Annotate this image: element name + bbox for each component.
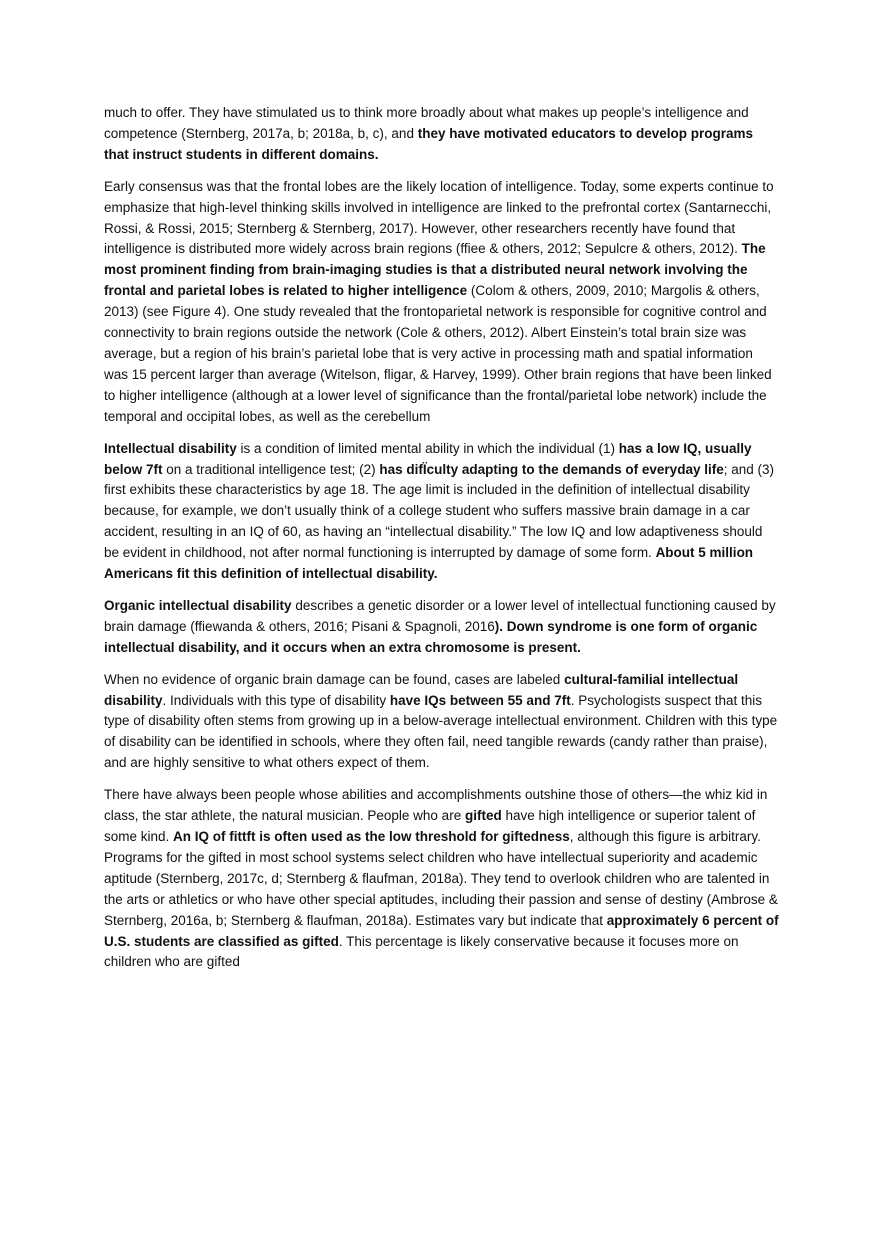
- bold-text-run: The most prominent finding from brain-imaging studies is that a distributed neural network involving the frontal and parietal lobes is related to higher intelligence: [104, 241, 766, 299]
- bold-text-run: has a low IQ, usually below 7ft: [104, 440, 752, 477]
- paragraph-frontal-lobe-intro: [104, 103, 780, 166]
- text-run: , although this figure is arbitrary. Programs for the gifted in most school systems select children who have intellectual superiority and academic aptitude (Sternberg, 2017c, d; Sternberg & flaufman, 2018a). They tend to overlook children who are talented in the arts or athletics or who have other special aptitudes, including their passion and sense of destiny (Ambrose & Sternberg, 2016a, b; Sternberg & flaufman, 2018a). Estimates vary but indicate that: [104, 829, 778, 928]
- term-gifted: gifted: [464, 808, 502, 824]
- text-run: is a condition of limited mental ability in which the individual (1): [236, 440, 619, 456]
- document-page: [104, 103, 780, 984]
- bold-text-run: ). Down syndrome is one form of organic intellectual disability, and it occurs when an extra chromosome is present.: [104, 618, 758, 655]
- text-run: Early consensus was that the frontal lobes are the likely location of intelligence. Today, some experts continue to emphasize that high-level thinking skills involved in intelligence are linked to the prefrontal cortex (Santarnecchi, Rossi, & Rossi, 2015; Sternberg & Sternberg, 2017). However, other researchers recently have found that intelligence is distributed more widely across brain regions (ffiee & others, 2012; Sepulcre & others, 2012).: [104, 178, 774, 257]
- bold-text-run: An IQ of fittft is often used as the low threshold for giftedness: [173, 829, 570, 844]
- text-run: on a traditional intelligence test; (2): [162, 461, 380, 477]
- term-cultural-familial-disability: cultural-familial intellectual disability: [104, 671, 739, 708]
- term-organic-intellectual-disability: Organic intellectual disability: [104, 597, 292, 613]
- paragraph-giftedness: [104, 785, 780, 973]
- paragraph-brain-regions: [104, 177, 780, 428]
- text-run: . Individuals with this type of disability: [162, 692, 390, 708]
- bold-text-run: have IQs between 55 and 7ft: [389, 692, 571, 708]
- text-run: There have always been people whose abilities and accomplishments outshine those of others—the whiz kid in class, the star athlete, the natural musician. People who are: [104, 787, 768, 824]
- paragraph-organic-disability: [104, 596, 780, 659]
- text-run: (Colom & others, 2009, 2010; Margolis & others, 2013) (see Figure 4). One study revealed that the frontoparietal network is responsible for cognitive control and connectivity to brain regions outside the network (Cole & others, 2012). Albert Einstein’s total brain size was average, but a region of his brain’s parietal lobe that is very active in processing math and spatial information was 15 percent larger than average (Witelson, fligar, & Harvey, 1999). Other brain regions that have been linked to higher intelligence (although at a lower level of significance than the frontal/parietal lobe network) include the temporal and occipital lobes, as well as the cerebellum: [104, 283, 772, 424]
- text-run: much to offer. They have stimulated us to think more broadly about what makes up people’s intelligence and competence (Sternberg, 2017a, b; 2018a, b, c), and: [104, 105, 749, 141]
- bold-text-run: approximately 6 percent of U.S. students are classified as gifted: [104, 912, 779, 949]
- paragraph-cultural-familial: [104, 670, 780, 775]
- bold-text-run: has difÏculty adapting to the demands of everyday life: [379, 461, 724, 477]
- text-run: ; and (3) first exhibits these characteristics by age 18. The age limit is included in the definition of intellectual disability because, for example, we don’t usually think of a college student who suffers massive brain damage in a car accident, resulting in an IQ of 60, as having an “intellectual disability.” The low IQ and low adaptiveness should be evident in childhood, not after normal functioning is interrupted by damage of some form.: [104, 461, 774, 561]
- bold-text-run: they have motivated educators to develop programs that instruct students in different domains.: [104, 125, 754, 162]
- term-intellectual-disability: Intellectual disability: [104, 440, 237, 456]
- bold-text-run: About 5 million Americans fit this definition of intellectual disability.: [104, 545, 754, 582]
- text-run: have high intelligence or superior talent of some kind.: [104, 808, 756, 844]
- text-run: When no evidence of organic brain damage can be found, cases are labeled: [104, 671, 565, 687]
- text-run: describes a genetic disorder or a lower level of intellectual functioning caused by brain damage (ffiewanda & others, 2016; Pisani & Spagnoli, 2016: [104, 597, 776, 634]
- paragraph-intellectual-disability: [104, 439, 780, 585]
- text-run: . Psychologists suspect that this type of disability often stems from growing up in a below-average intellectual environment. Children with this type of disability can be identified in schools, where they often fail, need tangible rewards (candy rather than praise), and are highly sensitive to what others expect of them.: [104, 692, 778, 771]
- text-run: . This percentage is likely conservative because it focuses more on children who are gifted: [104, 933, 739, 970]
